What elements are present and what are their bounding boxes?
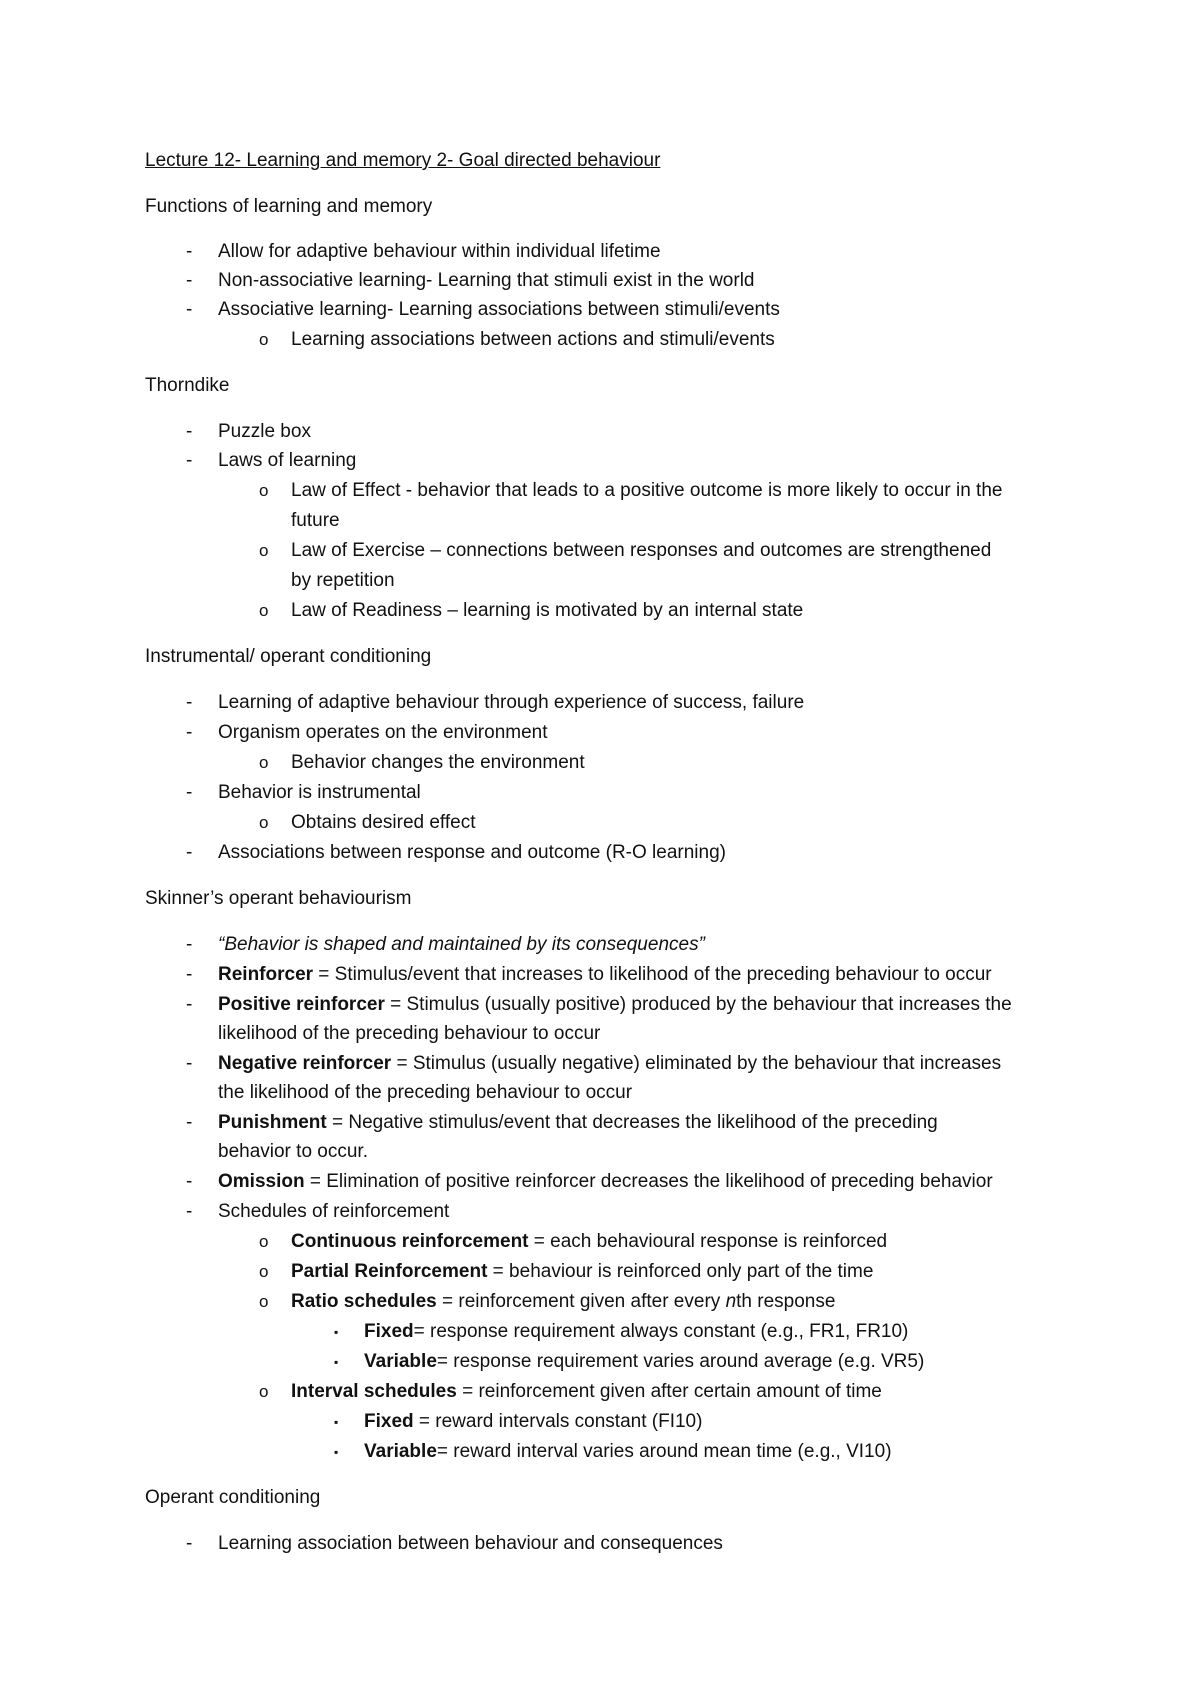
sub-list-item-continued: by repetition — [291, 570, 395, 591]
list-item: Puzzle box — [218, 421, 311, 442]
list-item: Learning of adaptive behaviour through experience of success, failure — [218, 692, 805, 713]
dash-marker: - — [186, 241, 193, 262]
definition-item — [218, 992, 1012, 1018]
definition-text: = response requirement varies around average (e.g. VR5) — [436, 1351, 925, 1372]
list-item: Organism operates on the environment — [218, 722, 548, 743]
definition-text: = reinforcement given after every — [436, 1291, 726, 1312]
italic-n: n — [725, 1291, 737, 1312]
sub-list-item: Law of Readiness – learning is motivated by an internal state — [291, 600, 804, 621]
definition-text: = each behavioural response is reinforced — [528, 1231, 888, 1252]
definition-text: = behaviour is reinforced only part of the time — [487, 1261, 874, 1282]
page-title: Lecture 12- Learning and memory 2- Goal directed behaviour — [145, 150, 661, 171]
term: Reinforcer — [218, 964, 314, 985]
term: Continuous reinforcement — [291, 1231, 529, 1252]
section-heading-functions: Functions of learning and memory — [145, 196, 433, 217]
section-heading-instrumental: Instrumental/ operant conditioning — [145, 646, 432, 667]
definition-item — [218, 962, 992, 988]
list-item: Behavior is instrumental — [218, 782, 421, 803]
dash-marker: - — [186, 450, 193, 471]
sub-list-item: Obtains desired effect — [291, 812, 476, 833]
schedule-item — [291, 1259, 873, 1285]
sub-list-item: Learning associations between actions and stimuli/events — [291, 329, 775, 350]
dash-marker: - — [186, 782, 193, 803]
definition-item — [218, 1051, 1001, 1077]
definition-item — [218, 1169, 993, 1195]
definition-text: th response — [736, 1291, 836, 1312]
dash-marker: - — [186, 994, 193, 1015]
quote-item — [218, 932, 705, 958]
term: Fixed — [364, 1411, 414, 1432]
dash-marker: - — [186, 299, 193, 320]
circle-marker: o — [259, 330, 269, 349]
schedule-item — [291, 1229, 887, 1255]
definition-text: = Stimulus (usually positive) produced by the behaviour that increases the — [384, 994, 1012, 1015]
circle-marker: o — [259, 1262, 269, 1281]
list-item: Schedules of reinforcement — [218, 1201, 450, 1222]
section-heading-thorndike: Thorndike — [145, 375, 230, 396]
schedule-sub-item — [364, 1439, 892, 1465]
dash-marker: - — [186, 270, 193, 291]
definition-text: = Negative stimulus/event that decreases the likelihood of the preceding — [326, 1112, 938, 1133]
circle-marker: o — [259, 481, 269, 500]
list-item: Allow for adaptive behaviour within individual lifetime — [218, 241, 661, 262]
definition-text: = response requirement always constant (e.g., FR1, FR10) — [413, 1321, 909, 1342]
term: Ratio schedules — [291, 1291, 437, 1312]
term: Positive reinforcer — [218, 994, 385, 1015]
list-item: Non-associative learning- Learning that stimuli exist in the world — [218, 270, 755, 291]
sub-list-item-continued: future — [291, 510, 340, 531]
definition-text: = Stimulus/event that increases to likelihood of the preceding behaviour to occur — [313, 964, 992, 985]
dash-marker: - — [186, 692, 193, 713]
circle-marker: o — [259, 1382, 269, 1401]
square-marker: ▪ — [334, 1325, 339, 1339]
dash-marker: - — [186, 1112, 193, 1133]
term: Variable — [364, 1351, 437, 1372]
circle-marker: o — [259, 813, 269, 832]
term: Partial Reinforcement — [291, 1261, 488, 1282]
section-heading-skinner: Skinner’s operant behaviourism — [145, 888, 412, 909]
term: Interval schedules — [291, 1381, 457, 1402]
definition-text: = Stimulus (usually negative) eliminated by the behaviour that increases — [391, 1053, 1002, 1074]
list-item: Laws of learning — [218, 450, 357, 471]
term: Negative reinforcer — [218, 1053, 392, 1074]
term: Omission — [218, 1171, 305, 1192]
schedule-item — [291, 1379, 882, 1405]
square-marker: ▪ — [334, 1445, 339, 1459]
dash-marker: - — [186, 1533, 193, 1554]
dash-marker: - — [186, 934, 193, 955]
definition-item — [218, 1110, 938, 1136]
list-item: Associative learning- Learning associations between stimuli/events — [218, 299, 780, 320]
term: Fixed — [364, 1321, 414, 1342]
schedule-item — [291, 1289, 835, 1315]
circle-marker: o — [259, 1292, 269, 1311]
list-item: Associations between response and outcome (R-O learning) — [218, 842, 726, 863]
definition-continued: likelihood of the preceding behaviour to occur — [218, 1023, 601, 1044]
definition-text: = reinforcement given after certain amount of time — [456, 1381, 882, 1402]
definition-text: = reward intervals constant (FI10) — [413, 1411, 703, 1432]
sub-list-item: Law of Exercise – connections between responses and outcomes are strengthened — [291, 540, 992, 561]
term: Punishment — [218, 1112, 327, 1133]
square-marker: ▪ — [334, 1415, 339, 1429]
list-item: Learning association between behaviour and consequences — [218, 1533, 723, 1554]
definition-continued: the likelihood of the preceding behaviour to occur — [218, 1082, 633, 1103]
sub-list-item: Law of Effect - behavior that leads to a positive outcome is more likely to occur in the — [291, 480, 1003, 501]
circle-marker: o — [259, 601, 269, 620]
circle-marker: o — [259, 753, 269, 772]
square-marker: ▪ — [334, 1355, 339, 1369]
circle-marker: o — [259, 541, 269, 560]
section-heading-operant: Operant conditioning — [145, 1487, 321, 1508]
dash-marker: - — [186, 421, 193, 442]
term: Variable — [364, 1441, 437, 1462]
schedule-sub-item — [364, 1409, 702, 1435]
sub-list-item: Behavior changes the environment — [291, 752, 585, 773]
dash-marker: - — [186, 1053, 193, 1074]
circle-marker: o — [259, 1232, 269, 1251]
dash-marker: - — [186, 1171, 193, 1192]
dash-marker: - — [186, 722, 193, 743]
definition-text: = Elimination of positive reinforcer decreases the likelihood of preceding behavior — [304, 1171, 993, 1192]
dash-marker: - — [186, 964, 193, 985]
schedule-sub-item — [364, 1319, 908, 1345]
quote-text: “Behavior is shaped and maintained by its consequences” — [218, 934, 705, 955]
schedule-sub-item — [364, 1349, 924, 1375]
dash-marker: - — [186, 1201, 193, 1222]
dash-marker: - — [186, 842, 193, 863]
definition-text: = reward interval varies around mean time (e.g., VI10) — [436, 1441, 892, 1462]
definition-continued: behavior to occur. — [218, 1141, 368, 1162]
